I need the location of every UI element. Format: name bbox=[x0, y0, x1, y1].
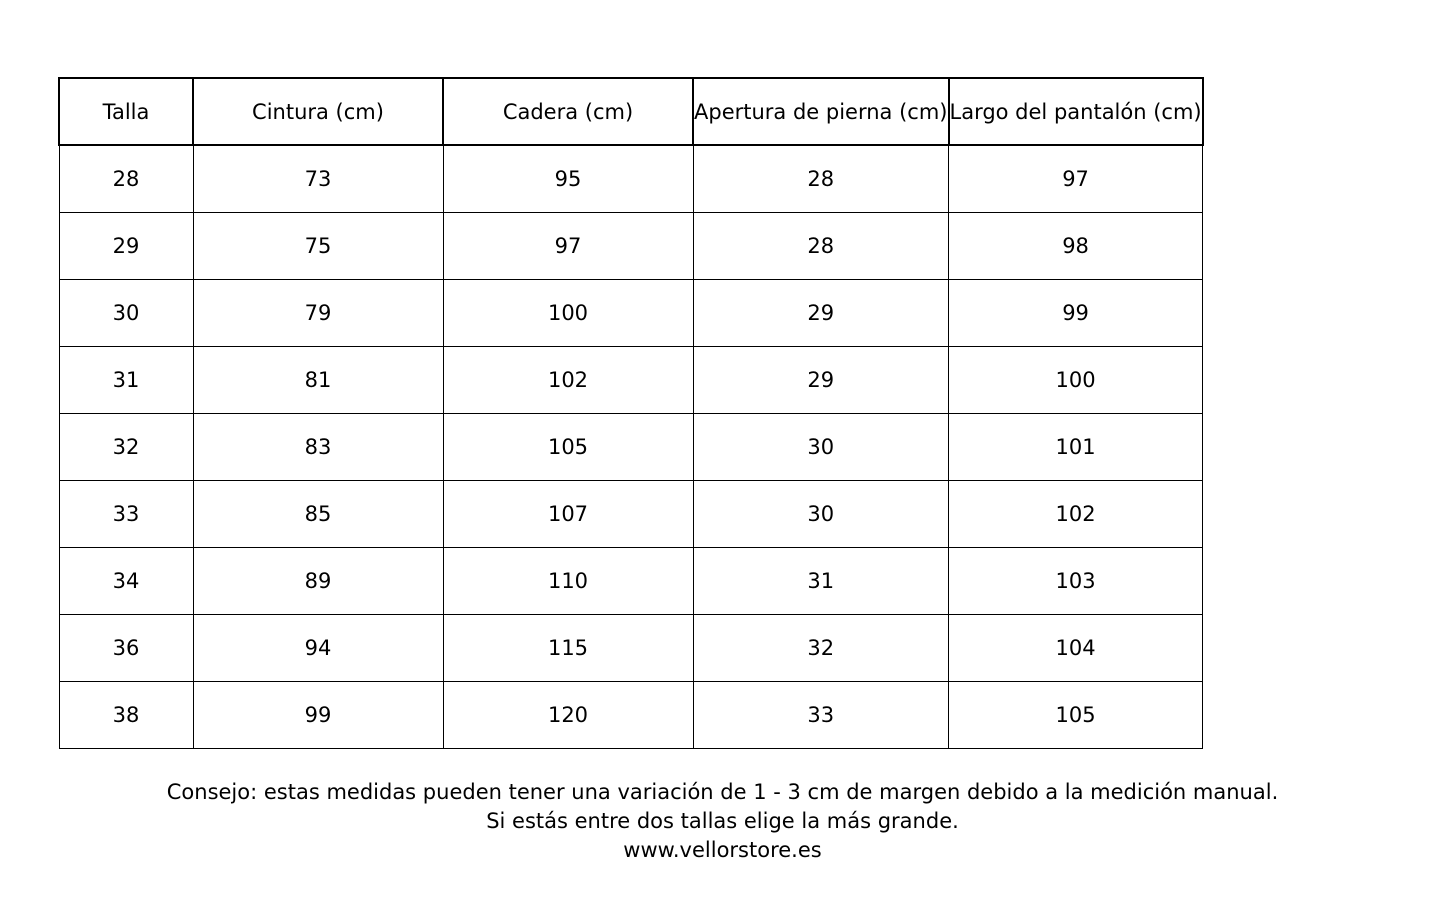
header-cintura: Cintura (cm) bbox=[193, 78, 443, 145]
cell-cadera: 95 bbox=[443, 145, 693, 213]
cell-cadera: 115 bbox=[443, 615, 693, 682]
table-row bbox=[59, 145, 1203, 213]
cell-talla: 38 bbox=[59, 682, 193, 749]
cell-apertura-pierna: 31 bbox=[693, 548, 949, 615]
header-largo-pantalon: Largo del pantalón (cm) bbox=[949, 78, 1203, 145]
cell-largo-pantalon: 97 bbox=[949, 145, 1203, 213]
cell-largo-pantalon: 99 bbox=[949, 280, 1203, 347]
cell-talla: 29 bbox=[59, 213, 193, 280]
cell-apertura-pierna: 30 bbox=[693, 481, 949, 548]
size-advice: Si estás entre dos tallas elige la más grande. bbox=[486, 809, 959, 833]
cell-cintura: 81 bbox=[193, 347, 443, 414]
cell-apertura-pierna: 30 bbox=[693, 414, 949, 481]
cell-largo-pantalon: 101 bbox=[949, 414, 1203, 481]
cell-largo-pantalon: 104 bbox=[949, 615, 1203, 682]
cell-cintura: 83 bbox=[193, 414, 443, 481]
table-row bbox=[59, 682, 1203, 749]
cell-cadera: 102 bbox=[443, 347, 693, 414]
table-row bbox=[59, 347, 1203, 414]
cell-apertura-pierna: 32 bbox=[693, 615, 949, 682]
header-apertura-pierna: Apertura de pierna (cm) bbox=[693, 78, 949, 145]
cell-cadera: 110 bbox=[443, 548, 693, 615]
cell-cadera: 120 bbox=[443, 682, 693, 749]
cell-talla: 32 bbox=[59, 414, 193, 481]
cell-talla: 33 bbox=[59, 481, 193, 548]
table-row bbox=[59, 481, 1203, 548]
cell-largo-pantalon: 102 bbox=[949, 481, 1203, 548]
cell-talla: 31 bbox=[59, 347, 193, 414]
website-url: www.vellorstore.es bbox=[623, 838, 822, 862]
cell-largo-pantalon: 100 bbox=[949, 347, 1203, 414]
cell-cadera: 107 bbox=[443, 481, 693, 548]
cell-talla: 34 bbox=[59, 548, 193, 615]
size-chart-table bbox=[58, 77, 1204, 749]
table-header-row bbox=[59, 78, 1203, 145]
cell-apertura-pierna: 29 bbox=[693, 347, 949, 414]
cell-cintura: 79 bbox=[193, 280, 443, 347]
cell-talla: 36 bbox=[59, 615, 193, 682]
header-cadera: Cadera (cm) bbox=[443, 78, 693, 145]
cell-talla: 28 bbox=[59, 145, 193, 213]
cell-cintura: 75 bbox=[193, 213, 443, 280]
cell-largo-pantalon: 105 bbox=[949, 682, 1203, 749]
cell-cintura: 73 bbox=[193, 145, 443, 213]
cell-cadera: 100 bbox=[443, 280, 693, 347]
cell-cadera: 105 bbox=[443, 414, 693, 481]
cell-apertura-pierna: 33 bbox=[693, 682, 949, 749]
table-row bbox=[59, 280, 1203, 347]
cell-apertura-pierna: 28 bbox=[693, 213, 949, 280]
header-talla: Talla bbox=[59, 78, 193, 145]
cell-cadera: 97 bbox=[443, 213, 693, 280]
table-row bbox=[59, 414, 1203, 481]
cell-cintura: 99 bbox=[193, 682, 443, 749]
cell-apertura-pierna: 28 bbox=[693, 145, 949, 213]
cell-talla: 30 bbox=[59, 280, 193, 347]
cell-largo-pantalon: 98 bbox=[949, 213, 1203, 280]
table-row bbox=[59, 213, 1203, 280]
cell-cintura: 94 bbox=[193, 615, 443, 682]
cell-cintura: 89 bbox=[193, 548, 443, 615]
measurement-tip: Consejo: estas medidas pueden tener una variación de 1 - 3 cm de margen debido a la medición manual. bbox=[166, 780, 1279, 804]
table-row bbox=[59, 548, 1203, 615]
notes-section bbox=[0, 778, 1445, 865]
cell-largo-pantalon: 103 bbox=[949, 548, 1203, 615]
table-row bbox=[59, 615, 1203, 682]
cell-cintura: 85 bbox=[193, 481, 443, 548]
cell-apertura-pierna: 29 bbox=[693, 280, 949, 347]
